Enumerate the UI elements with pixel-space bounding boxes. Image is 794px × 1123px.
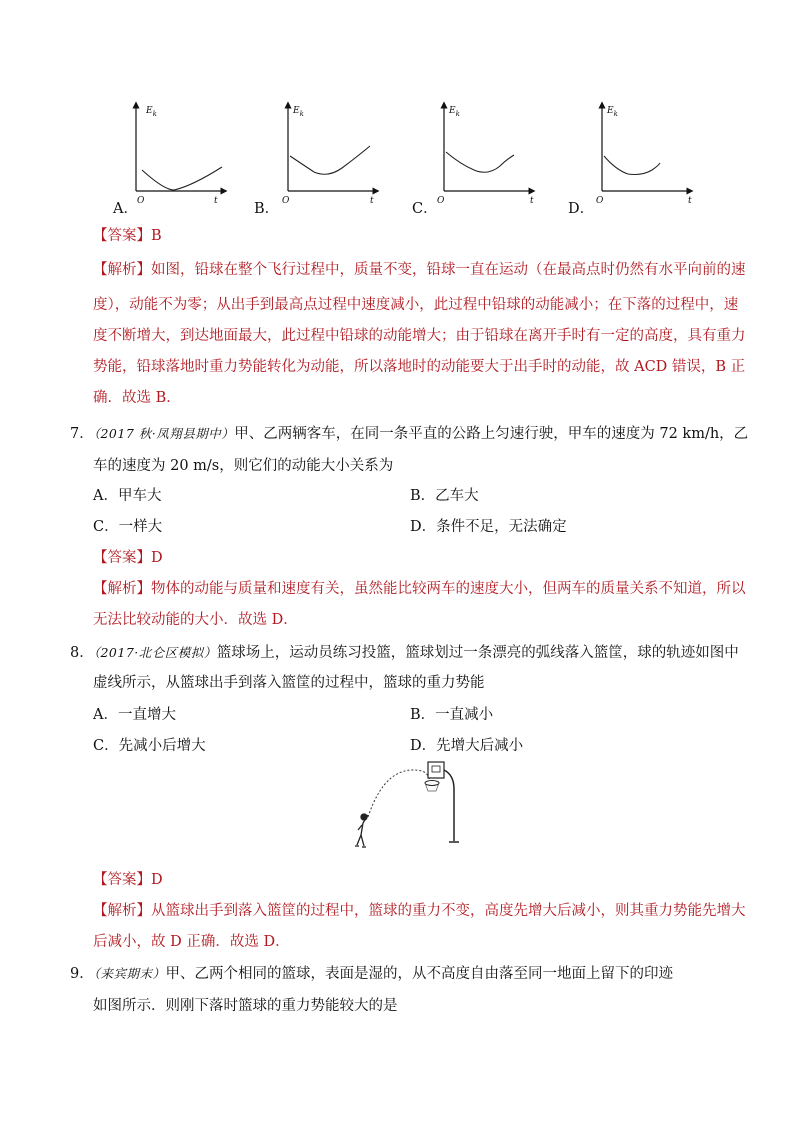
q9-stem-line-1: 9．（来宾期末）甲、乙两个相同的篮球，表面是湿的，从不高度自由落至同一地面上留下的印迹 [70,966,673,982]
answer-tag: 【答案】 [93,228,151,244]
q7-option-c: C．一样大 [93,519,163,535]
graph-c-letter: C． [412,201,438,217]
q6-answer [93,226,162,246]
q6-analysis-line-1: 【解析】如图，铅球在整个飞行过程中，质量不变，铅球一直在运动（在最高点时仍然有水平向前的速 [93,262,746,278]
trajectory-dashed [368,770,430,817]
question-number: 7． [70,426,94,442]
q6-analysis-line-2: 度），动能不为零；从出手到最高点过程中速度减小，此过程中铅球的动能减小；在下落的过程中，速 [93,297,739,313]
question-source: （2017 秋·凤翔县期中） [93,426,235,441]
basketball-illustration [346,755,466,865]
player-figure [355,814,368,847]
q8-analysis-line-2: 后减小，故 D 正确．故选 D． [93,934,290,950]
curve [290,146,370,174]
graph-c-svg [428,100,538,215]
graph-a-xlabel: t [214,196,218,206]
pole [444,770,454,841]
q8-option-c: C．先减小后增大 [93,738,206,754]
curve [446,152,514,172]
graph-d-ylabel: $E_k$ [607,106,618,118]
graph-c-ylabel: $E_k$ [449,106,460,118]
graph-a-letter: A． [113,201,138,217]
graph-a-ylabel: $E_k$ [146,106,157,118]
graph-b-xlabel: t [370,196,374,206]
q7-option-a: A．甲车大 [93,488,162,504]
question-source: （来宾期末） [93,966,166,981]
hoop [425,781,439,786]
q7-analysis-line-2: 无法比较动能的大小．故选 D． [93,612,298,628]
q7-stem-line-2: 车的速度为 20 m/s，则它们的动能大小关系为 [93,458,394,474]
q7-stem-line-1: 7．（2017 秋·凤翔县期中）甲、乙两辆客车，在同一条平直的公路上匀速行驶，甲车的速度为 72 km/h，乙 [70,426,749,442]
graph-a-origin: O [137,196,145,206]
question-number: 8． [70,645,94,661]
q8-stem-line-1: 8．（2017·北仑区模拟）篮球场上，运动员练习投篮，篮球划过一条漂亮的弧线落入篮筐，球的轨迹如图中 [70,645,739,661]
q7-option-b: B．乙车大 [410,488,479,504]
curve [604,156,660,175]
curve [142,167,222,190]
q8-stem-line-2: 虚线所示，从篮球出手到落入篮筐的过程中，篮球的重力势能 [93,675,485,691]
graph-d-letter: D． [568,201,595,217]
q6-analysis-line-3: 度不断增大，到达地面最大，此过程中铅球的动能增大；由于铅球在离开手时有一定的高度，具有重力 [93,328,746,344]
graph-c-xlabel: t [530,196,534,206]
graph-d-xlabel: t [688,196,692,206]
q8-option-b: B．一直减小 [410,707,494,723]
answer-value: B [151,228,162,244]
question-number: 9． [70,966,94,982]
q7-option-d: D．条件不足，无法确定 [410,519,567,535]
q9-stem-line-2: 如图所示．则刚下落时篮球的重力势能较大的是 [93,998,398,1014]
graph-b-origin: O [282,196,290,206]
q8-option-d: D．先增大后减小 [410,738,524,754]
question-source: （2017·北仑区模拟） [93,645,217,660]
q6-analysis-line-5: 确．故选 B． [93,390,181,406]
q8-analysis-line-1: 【解析】从篮球出手到落入篮筐的过程中，篮球的重力不变，高度先增大后减小，则其重力势能先增大 [93,903,746,919]
graph-b-ylabel: $E_k$ [293,106,304,118]
q7-answer: 【答案】D [93,550,163,566]
graph-b-letter: B． [254,201,280,217]
graph-c-origin: O [437,196,445,206]
q6-analysis-line-4: 势能，铅球落地时重力势能转化为动能，所以落地时的动能要大于出手时的动能，故 ACD 错误，B 正 [93,359,746,375]
q7-analysis-line-1: 【解析】物体的动能与质量和速度有关，虽然能比较两车的速度大小，但两车的质量关系不知道，所以 [93,581,746,597]
graph-d-origin: O [596,196,604,206]
q8-option-a: A．一直增大 [93,707,176,723]
q8-answer: 【答案】D [93,872,163,888]
backboard [428,762,444,778]
